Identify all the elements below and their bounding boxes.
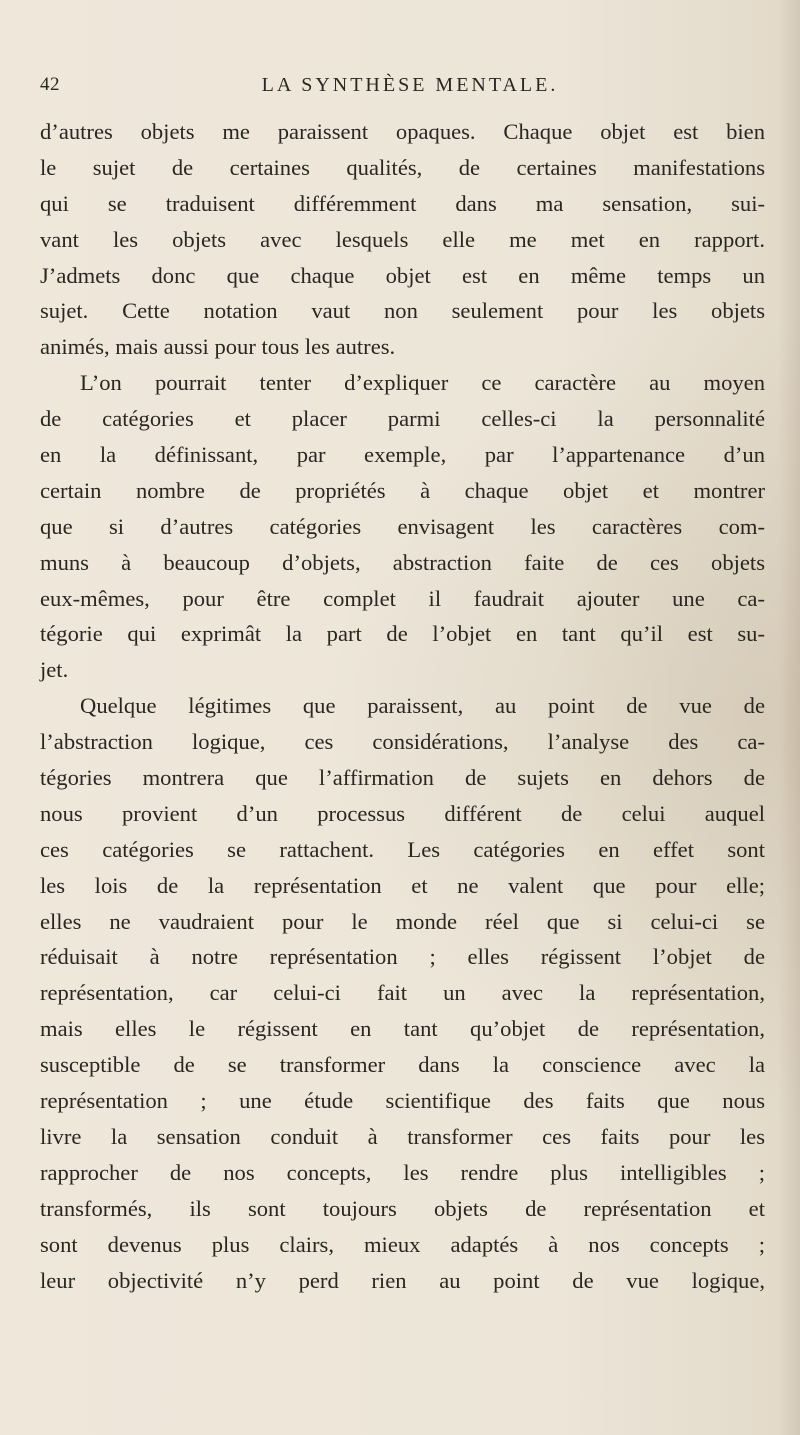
text-line: l’abstraction logique, ces considérations, l’analyse des ca- (40, 729, 765, 755)
text-line: d’autres objets me paraissent opaques. Chaque objet est bien (40, 119, 765, 144)
text-line: ces catégories se rattachent. Les catégories en effet sont (40, 836, 765, 862)
running-title: LA SYNTHÈSE MENTALE. (261, 74, 559, 96)
text-line: vant les objets avec lesquels elle me met en rapport. (40, 226, 765, 252)
text-line: en la définissant, par exemple, par l’appartenance d’un (40, 442, 765, 468)
text-line: sujet. Cette notation vaut non seulement pour les objets (40, 298, 765, 324)
text-line: de catégories et placer parmi celles-ci la personnalité (40, 406, 765, 432)
text-line: les lois de la représentation et ne valent que pour elle; (40, 872, 765, 898)
text-line: certain nombre de propriétés à chaque objet et montrer (40, 477, 765, 503)
body-text (40, 114, 765, 1298)
text-line: que si d’autres catégories envisagent les caractères com- (40, 513, 765, 539)
text-line: nous provient d’un processus différent de celui auquel (40, 800, 765, 826)
text-line: transformés, ils sont toujours objets de représentation et (40, 1195, 765, 1221)
text-line: rapprocher de nos concepts, les rendre plus intelligibles ; (40, 1159, 765, 1185)
text-line: livre la sensation conduit à transformer ces faits pour les (40, 1123, 765, 1149)
text-line: le sujet de certaines qualités, de certaines manifestations (40, 154, 765, 180)
text-line: représentation ; une étude scientifique des faits que nous (40, 1088, 765, 1114)
text-line: Quelque légitimes que paraissent, au point de vue de (80, 693, 765, 719)
text-line: tégorie qui exprimât la part de l’objet en tant qu’il est su- (40, 621, 765, 647)
page-edge-shadow (778, 0, 800, 1435)
text-line: réduisait à notre représentation ; elles régissent l’objet de (40, 944, 765, 970)
text-line: mais elles le régissent en tant qu’objet de représentation, (40, 1016, 765, 1042)
text-line: L’on pourrait tenter d’expliquer ce caractère au moyen (80, 370, 765, 396)
running-head (40, 70, 780, 98)
text-line: qui se traduisent différemment dans ma sensation, sui- (40, 190, 765, 216)
text-line: représentation, car celui-ci fait un avec la représentation, (40, 980, 765, 1006)
page-number: 42 (40, 74, 60, 95)
text-line: sont devenus plus clairs, mieux adaptés à nos concepts ; (40, 1231, 765, 1257)
text-line: J’admets donc que chaque objet est en même temps un (40, 262, 765, 288)
text-line: leur objectivité n’y perd rien au point de vue logique, (40, 1267, 765, 1293)
text-line: elles ne vaudraient pour le monde réel que si celui-ci se (40, 908, 765, 934)
text-line: tégories montrera que l’affirmation de sujets en dehors de (40, 765, 765, 791)
text-line: muns à beaucoup d’objets, abstraction faite de ces objets (40, 549, 765, 575)
text-line: eux-mêmes, pour être complet il faudrait ajouter une ca- (40, 585, 765, 611)
text-line: susceptible de se transformer dans la conscience avec la (40, 1052, 765, 1078)
text-line: jet. (40, 657, 69, 683)
text-line: animés, mais aussi pour tous les autres. (40, 334, 396, 360)
